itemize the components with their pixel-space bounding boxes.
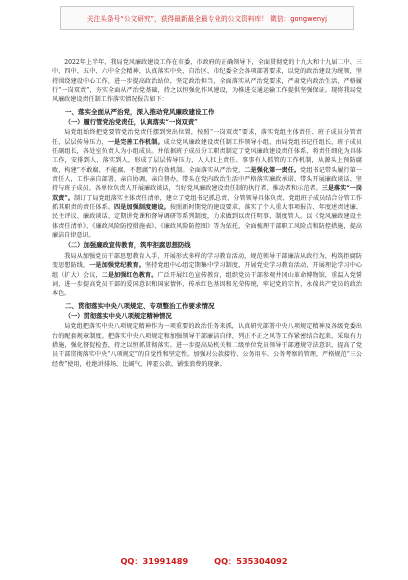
section2-heading: 二、贯彻落实中央八项规定、专项整治工作要求情况 [65, 301, 215, 310]
section1-paragraph-1 [52, 128, 362, 240]
text-run: 坚持党组中心组定期集中学习制度，开展党史学习教育活动，开展理论学习中心组（扩大）会议， [52, 262, 363, 279]
text-run: 广泛开展红色宣传教育，组织党员干部参观井冈山革命博物馆，重温入党誓词，进一步提高党员干部的爱国意识和国家情怀，传承红色基因和光荣传统，牢记党的宗旨，永葆共产党员的政治本色。 [52, 271, 363, 298]
text-run: 局党组始终把党要管党治党责任摆到突出位置，按照“一岗双责”要求，落实党组主体责任、班子成员分管责任，层层传导压力， [52, 129, 362, 146]
qq-contact-2: QQ：535304092 [214, 555, 288, 566]
promo-banner [60, 6, 354, 30]
text-run: 我局从加强党员干部思想教育入手，开展形式多样的学习教育活动，规范领导干部廉洁从政行为，构筑拒腐防变思想防线， [52, 253, 362, 270]
contact-footer [0, 553, 408, 569]
bold-point-2: 二是强化第一责任。 [244, 166, 301, 174]
bold-point-6: 二是加强红色教育。 [101, 271, 158, 279]
section2-paragraph-1: 局党组把落实中央八项规定精神作为一项重要的政治任务来抓，认真研究部署中央八项规定精神及各级党委出台的配套规章制度。把落实中央八项规定和加强领导干部廉洁自律，列正不正之风等工作紧密结合起来，采取有力措施，强化督促检查，持之以恒抓贯彻落实。进一步提高局机关和二级单位党员领导干部遵规守法意识，提高了党员干部贯彻落实中央“八项规定”的自觉性和坚定性。加强对公款接待、公务用车、公务考察的管理，严格规范“三公经费”使用，杜绝讲排场、比阔气、挥霍公款、铺张浪费的现象。 [52, 323, 362, 368]
text-run: 制订了局党组落实主体责任清单，建立了党组书记抓总责、分管领导具体负责、党组班子成员结合分管工作抓其职责的责任体系。 [52, 194, 362, 212]
section1-heading: 一、落实全面从严治党，深入推动党风廉政建设工作 [65, 107, 215, 116]
bold-point-1: 一是完善工作机制。 [107, 138, 164, 146]
section2-subheading-1: （一）贯彻落实中央八项规定精神情况 [64, 312, 172, 320]
banner-text: 关注头条号“公文研究”，获得最新最全最专业的公文资料库！ 微信：gongwenyj [86, 15, 328, 23]
bold-point-5: 一是加强党纪教育。 [89, 262, 146, 270]
bold-point-4: 四是加强制度建设。 [114, 204, 170, 212]
text-run: 成立党风廉政建设责任制工作领导小组，由局党组书记任组长，班子成员任副组长，各处室负责人为小组成员。并依据班子成员分工职责制定了党风廉政建设责任体系，将责任细化为具体工作，安排到人、落实到人，形成了层层传导压力、人人扛上责任、事事有人抓管的工作机制，从源头上预防腐败，构建“不敢腐、不能腐、不想腐”的有效机制。全面落实从严治党， [52, 138, 363, 174]
section1-subheading-2: （二）加强廉政宣传教育，筑牢拒腐思想防线 [64, 242, 191, 250]
document-body [52, 58, 362, 369]
section1-subheading-1: （一）履行管党治党责任，认真落实“一岗双责” [64, 118, 198, 126]
bold-point-3: 三是落实“一岗双责”。 [52, 185, 363, 202]
text-run: 按照新时期党的建设要求，落实了个人重大事项报告、年度述责述廉、民主评议、廉政谈话、定期讲党课和督导调研等系列制度，力求做到以责任明事、制度管人。以《党风廉政建设主体责任清单》、《廉政风险防控措施表》、《廉政风险防控图》等为依托，全面梳理干部职工风险点和防控措施，提高廉洁自律意识。 [52, 204, 363, 240]
qq-contact-1: QQ：31991489 [120, 555, 189, 566]
text-run: 党组书记带头履行第一责任人，工作亲自部署、亲自协调、亲自督办，带头在党内政治生活中严格落实廉政承诺、带头开展廉政谈话、坚持与班子成员、各单位负责人开展廉政谈话，当好党风廉政建设责任制的执行者、推动者和示范者。 [52, 166, 363, 193]
section1-paragraph-2 [52, 252, 362, 299]
intro-paragraph: 2022年上半年，我局党风廉政建设工作在市委、市政府的正确领导下，全面贯彻党的十九大和十九届二中、三中、四中、五中、六中全会精神，认真落实中央、自治区、市纪委全会各项部署要求，以党的政治建设为统领，坚持围绕建设中心工作，进一步提高政治站位，坚定政治担当，全面落实从严治党要求，严肃党内政治生活，严格履行“一岗双责”，夯实全面从严治党基础，持之以恒强化作风建设，为推进交通运输工作提供坚强保证。现将我局党风廉政建设责任制工作落实情况报告如下： [52, 59, 362, 104]
